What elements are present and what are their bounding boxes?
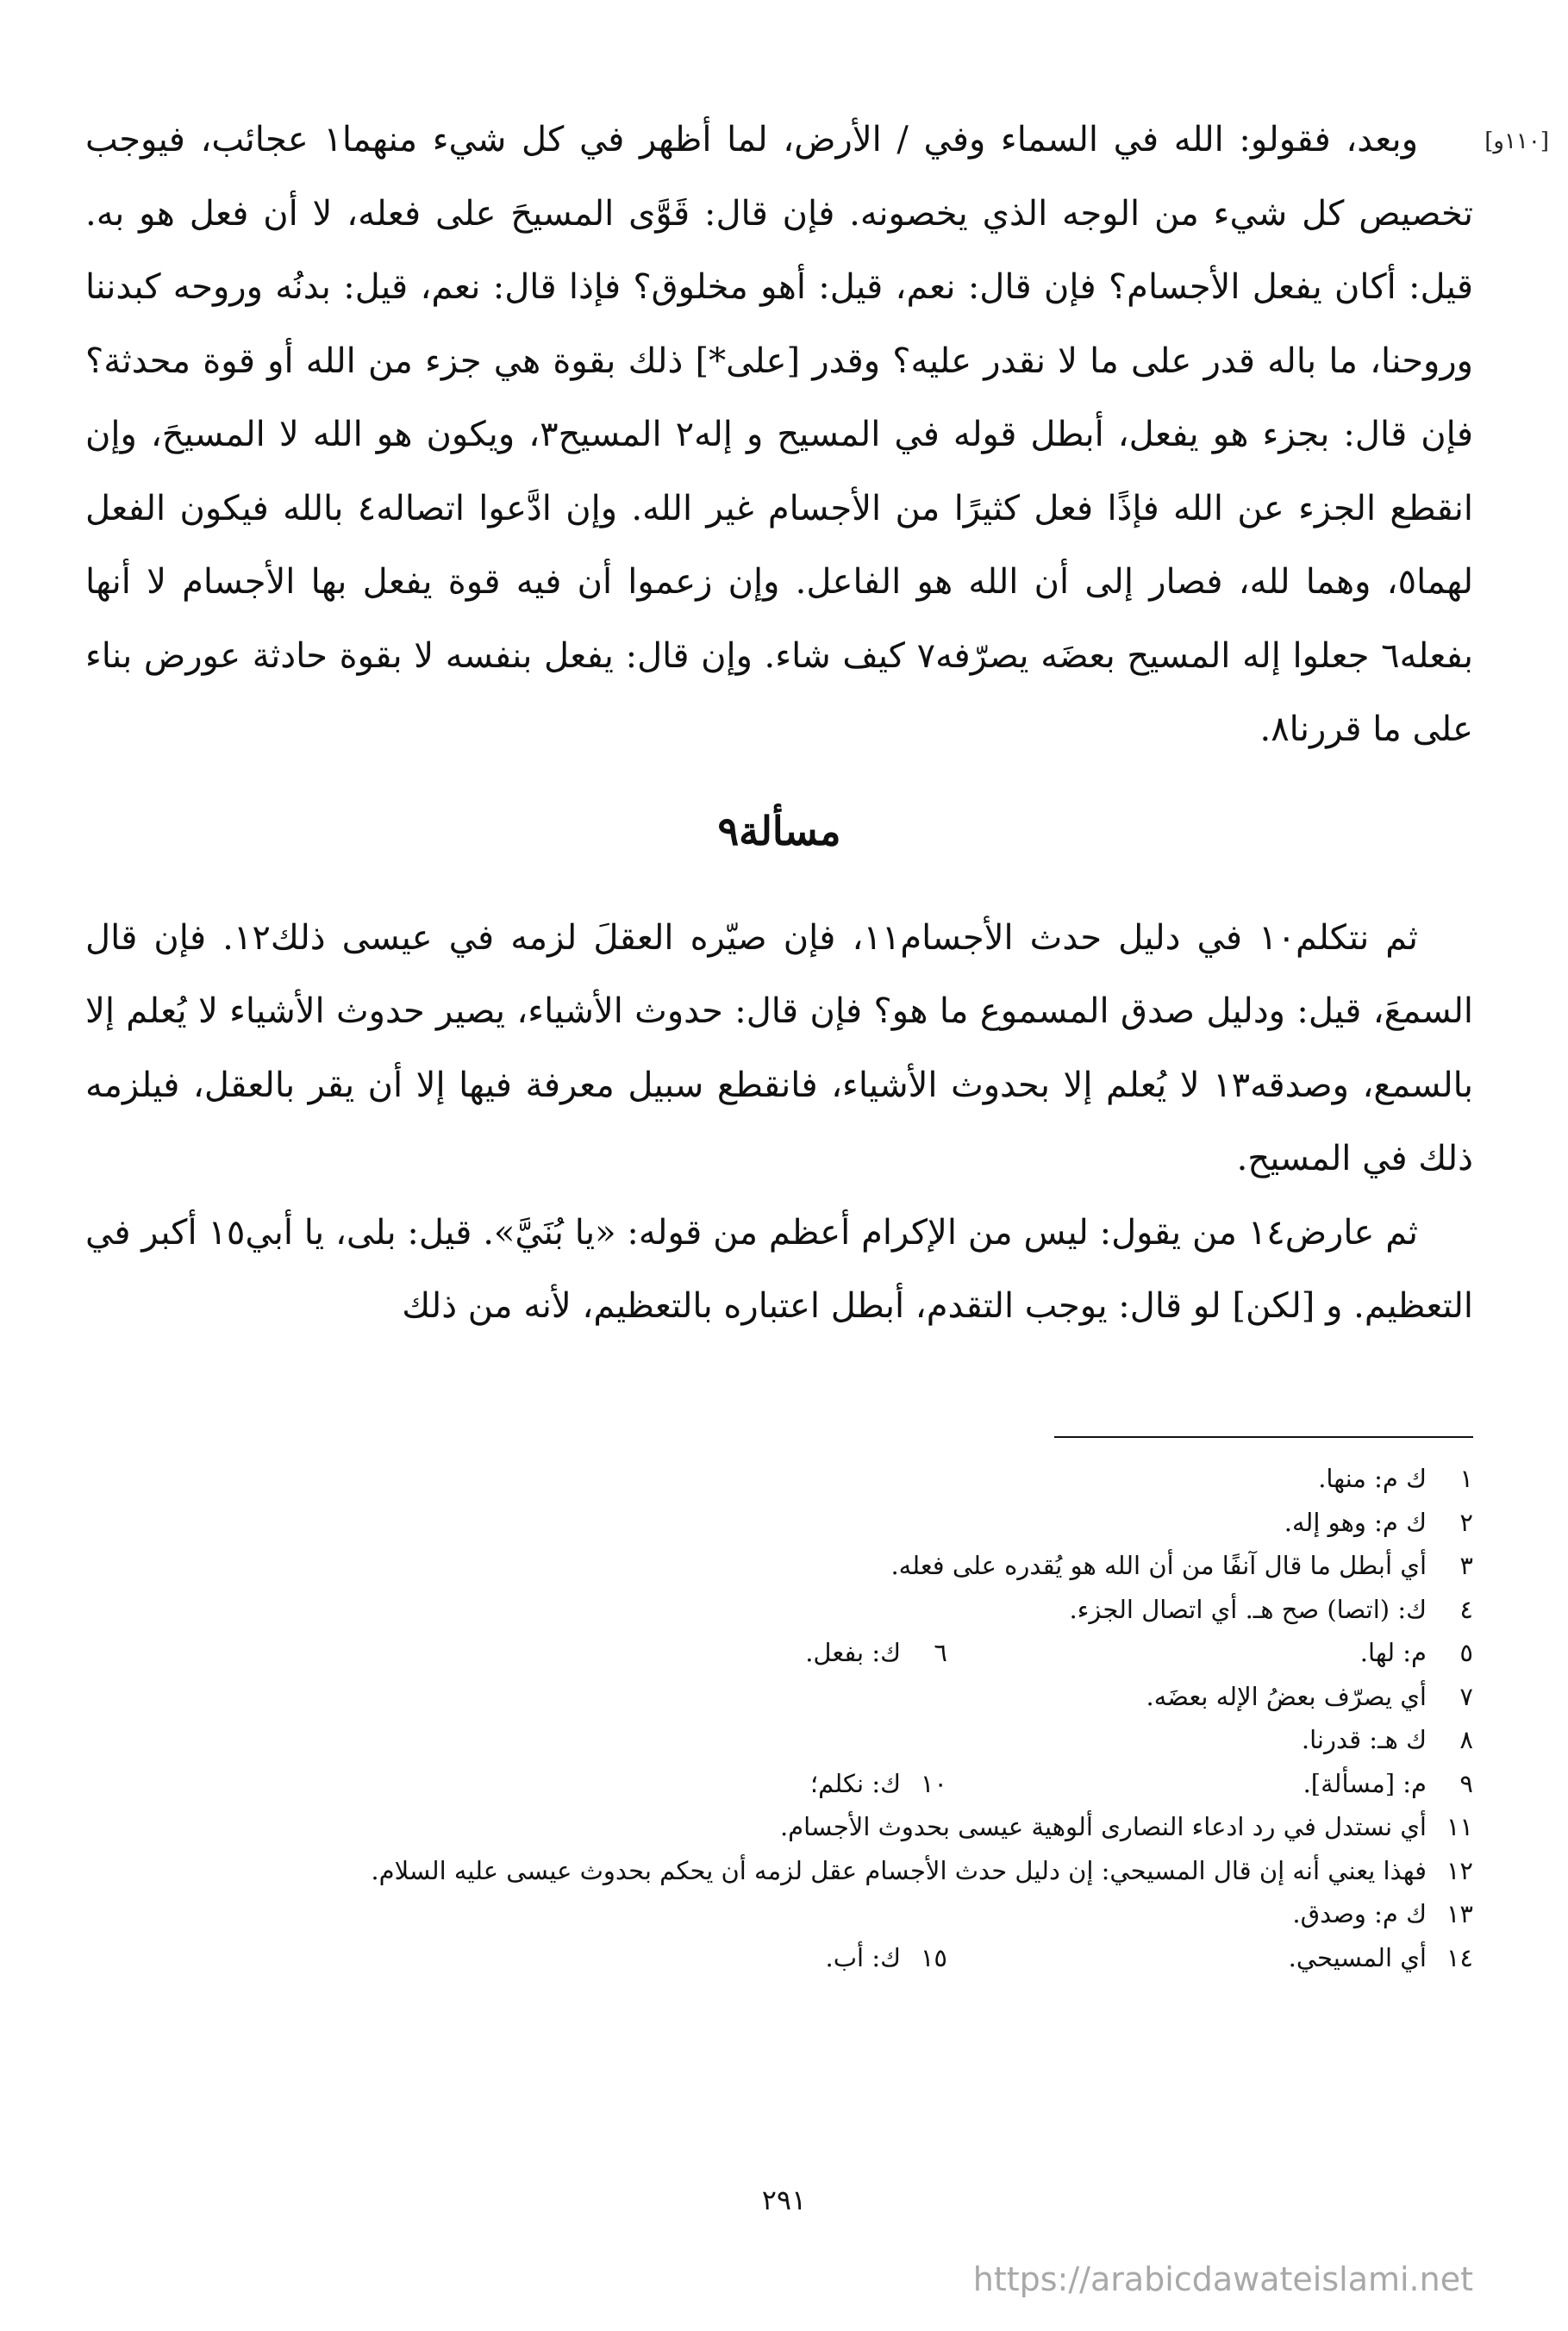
footnote-text: ك م: وهو إله.: [1284, 1507, 1427, 1537]
footnote-text: م: لها.: [1359, 1638, 1427, 1667]
footnote-item: [947, 1762, 1473, 1806]
section-heading: مسألة٩: [717, 807, 841, 854]
footnote-text: ك م: وصدق.: [1292, 1899, 1427, 1928]
footnote-text: فهذا يعني أنه إن قال المسيحي: إن دليل حدث الأجسام عقل لزمه أن يحكم بحدوث عيسى عليه السلام.: [371, 1855, 1427, 1885]
footnote-row: [85, 1501, 1473, 1545]
footnote-row: [85, 1805, 1473, 1849]
footnote-number: ٥: [1459, 1638, 1473, 1667]
main-text-block: [85, 103, 1473, 1344]
footnote-text: ك: أب.: [825, 1942, 901, 1972]
paragraphs-after-section: [85, 902, 1473, 1344]
footnote-item: [1302, 1718, 1473, 1762]
footnote-row: [85, 1457, 1473, 1501]
footnote-number: ٦: [934, 1638, 947, 1667]
footnote-number: ١٢: [1446, 1855, 1473, 1885]
footnote-text: ك م: منها.: [1318, 1464, 1427, 1493]
footnote-text: أي أبطل ما قال آنفًا من أن الله هو يُقدره على فعله.: [890, 1551, 1427, 1580]
paragraph: وبعد، فقولو: الله في السماء وفي / الأرض، لما أظهر في كل شيء منهما١ عجائب، فيوجب تخصيص كل شيء من الوجه الذي يخصونه. فإن قال: قَوَّى المسيحَ على فعله، لا أن فعل هو به. قيل: أكان يفعل الأجسام؟ فإن قال: نعم، قيل: أهو مخلوق؟ فإذا قال: نعم، قيل: بدنُه وروحه كبدننا وروحنا، ما باله قدر على ما لا نقدر عليه؟ وقدر [على*] ذلك بقوة هي جزء من الله أو قوة محدثة؟ فإن قال: بجزء هو يفعل، أبطل قوله في المسيح و إله٢ المسيح٣، ويكون هو الله لا المسيحَ، وإن انقطع الجزء عن الله فإذًا فعل كثيرًا من الأجسام غير الله. وإن ادَّعوا اتصاله٤ بالله فيكون الفعل لهما٥، وهما لله، فصار إلى أن الله هو الفاعل. وإن زعموا أن فيه قوة يفعل بها الأجسام لا أنها بفعله٦ جعلوا إله المسيح بعضَه يصرّفه٧ كيف شاء. وإن قال: يفعل بنفسه لا بقوة حادثة عورض بناء على ما قررنا٨.: [85, 120, 1474, 749]
footnote-separator-line: [1054, 1436, 1473, 1438]
footnote-text: أي المسيحي.: [1288, 1942, 1427, 1972]
footnote-row: [85, 1849, 1473, 1893]
footnote-number: ٧: [1459, 1681, 1473, 1711]
footnote-number: ١٣: [1446, 1899, 1473, 1928]
footnote-text: ك: بفعل.: [805, 1638, 901, 1667]
footnote-item: [810, 1762, 947, 1806]
footnote-number: ٣: [1459, 1551, 1473, 1580]
footnote-text: م: [مسألة].: [1303, 1768, 1427, 1798]
footnote-row: [85, 1544, 1473, 1588]
footnote-item: [947, 1936, 1473, 1980]
watermark-url: https://arabicdawateislami.net: [972, 2260, 1473, 2298]
margin-folio-reference: [١١٠و]: [1484, 128, 1549, 154]
footnote-text: ك هـ: قدرنا.: [1301, 1725, 1427, 1754]
footnote-row: [85, 1892, 1473, 1936]
footnote-item: [1292, 1892, 1473, 1936]
footnote-item: [371, 1849, 1473, 1893]
footnote-text: ك: (اتصا) صح هـ. أي اتصال الجزء.: [1069, 1594, 1427, 1624]
footnote-item: [890, 1544, 1473, 1588]
footnote-number: ١٤: [1446, 1942, 1473, 1972]
footnote-number: ١: [1459, 1464, 1473, 1493]
footnote-number: ١١: [1446, 1812, 1473, 1841]
footnotes-block: [85, 1457, 1473, 1979]
footnote-row: [85, 1588, 1473, 1632]
paragraphs-before-section: [85, 103, 1473, 767]
footnote-row: [85, 1762, 1473, 1806]
footnote-number: ٤: [1459, 1594, 1473, 1624]
footnote-item: [1318, 1457, 1473, 1501]
page-number: ٢٩١: [761, 2184, 807, 2216]
footnote-text: أي نستدل في رد ادعاء النصارى ألوهية عيسى بحدوث الأجسام.: [779, 1812, 1427, 1841]
footnote-number: ٨: [1459, 1725, 1473, 1754]
footnote-item: [1146, 1675, 1473, 1719]
paragraph: ثم عارض١٤ من يقول: ليس من الإكرام أعظم من قوله: «يا بُنَيَّ». قيل: بلى، يا أبي١٥ أكبر في التعظيم. و [لكن] لو قال: يوجب التقدم، أبطل اعتباره بالتعظيم، لأنه من ذلك: [85, 1212, 1473, 1326]
footnote-row: [85, 1936, 1473, 1980]
footnote-row: [85, 1675, 1473, 1719]
footnote-row: [85, 1631, 1473, 1675]
footnote-item: [947, 1631, 1473, 1675]
footnote-text: ك: نكلم؛: [809, 1768, 901, 1798]
footnote-number: ١٠: [920, 1768, 947, 1798]
footnote-item: [1070, 1588, 1473, 1632]
footnote-row: [85, 1718, 1473, 1762]
footnote-item: [1284, 1501, 1473, 1545]
footnote-number: ٢: [1459, 1507, 1473, 1537]
paragraph: ثم نتكلم١٠ في دليل حدث الأجسام١١، فإن صيّره العقلَ لزمه في عيسى ذلك١٢. فإن قال السمعَ، قيل: ودليل صدق المسموع ما هو؟ فإن قال: حدوث الأشياء، يصير حدوث الأشياء لا يُعلم إلا بالسمع، وصدقه١٣ لا يُعلم إلا بحدوث الأشياء، فانقطع سبيل معرفة فيها إلا أن يقر بالعقل، فيلزمه ذلك في المسيح.: [85, 917, 1473, 1178]
footnote-item: [780, 1805, 1473, 1849]
footnote-item: [805, 1631, 947, 1675]
footnote-number: ٩: [1459, 1768, 1473, 1798]
footnote-item: [826, 1936, 947, 1980]
footnote-number: ١٥: [920, 1942, 947, 1972]
footnote-text: أي يصرّف بعضُ الإله بعضَه.: [1146, 1681, 1427, 1711]
